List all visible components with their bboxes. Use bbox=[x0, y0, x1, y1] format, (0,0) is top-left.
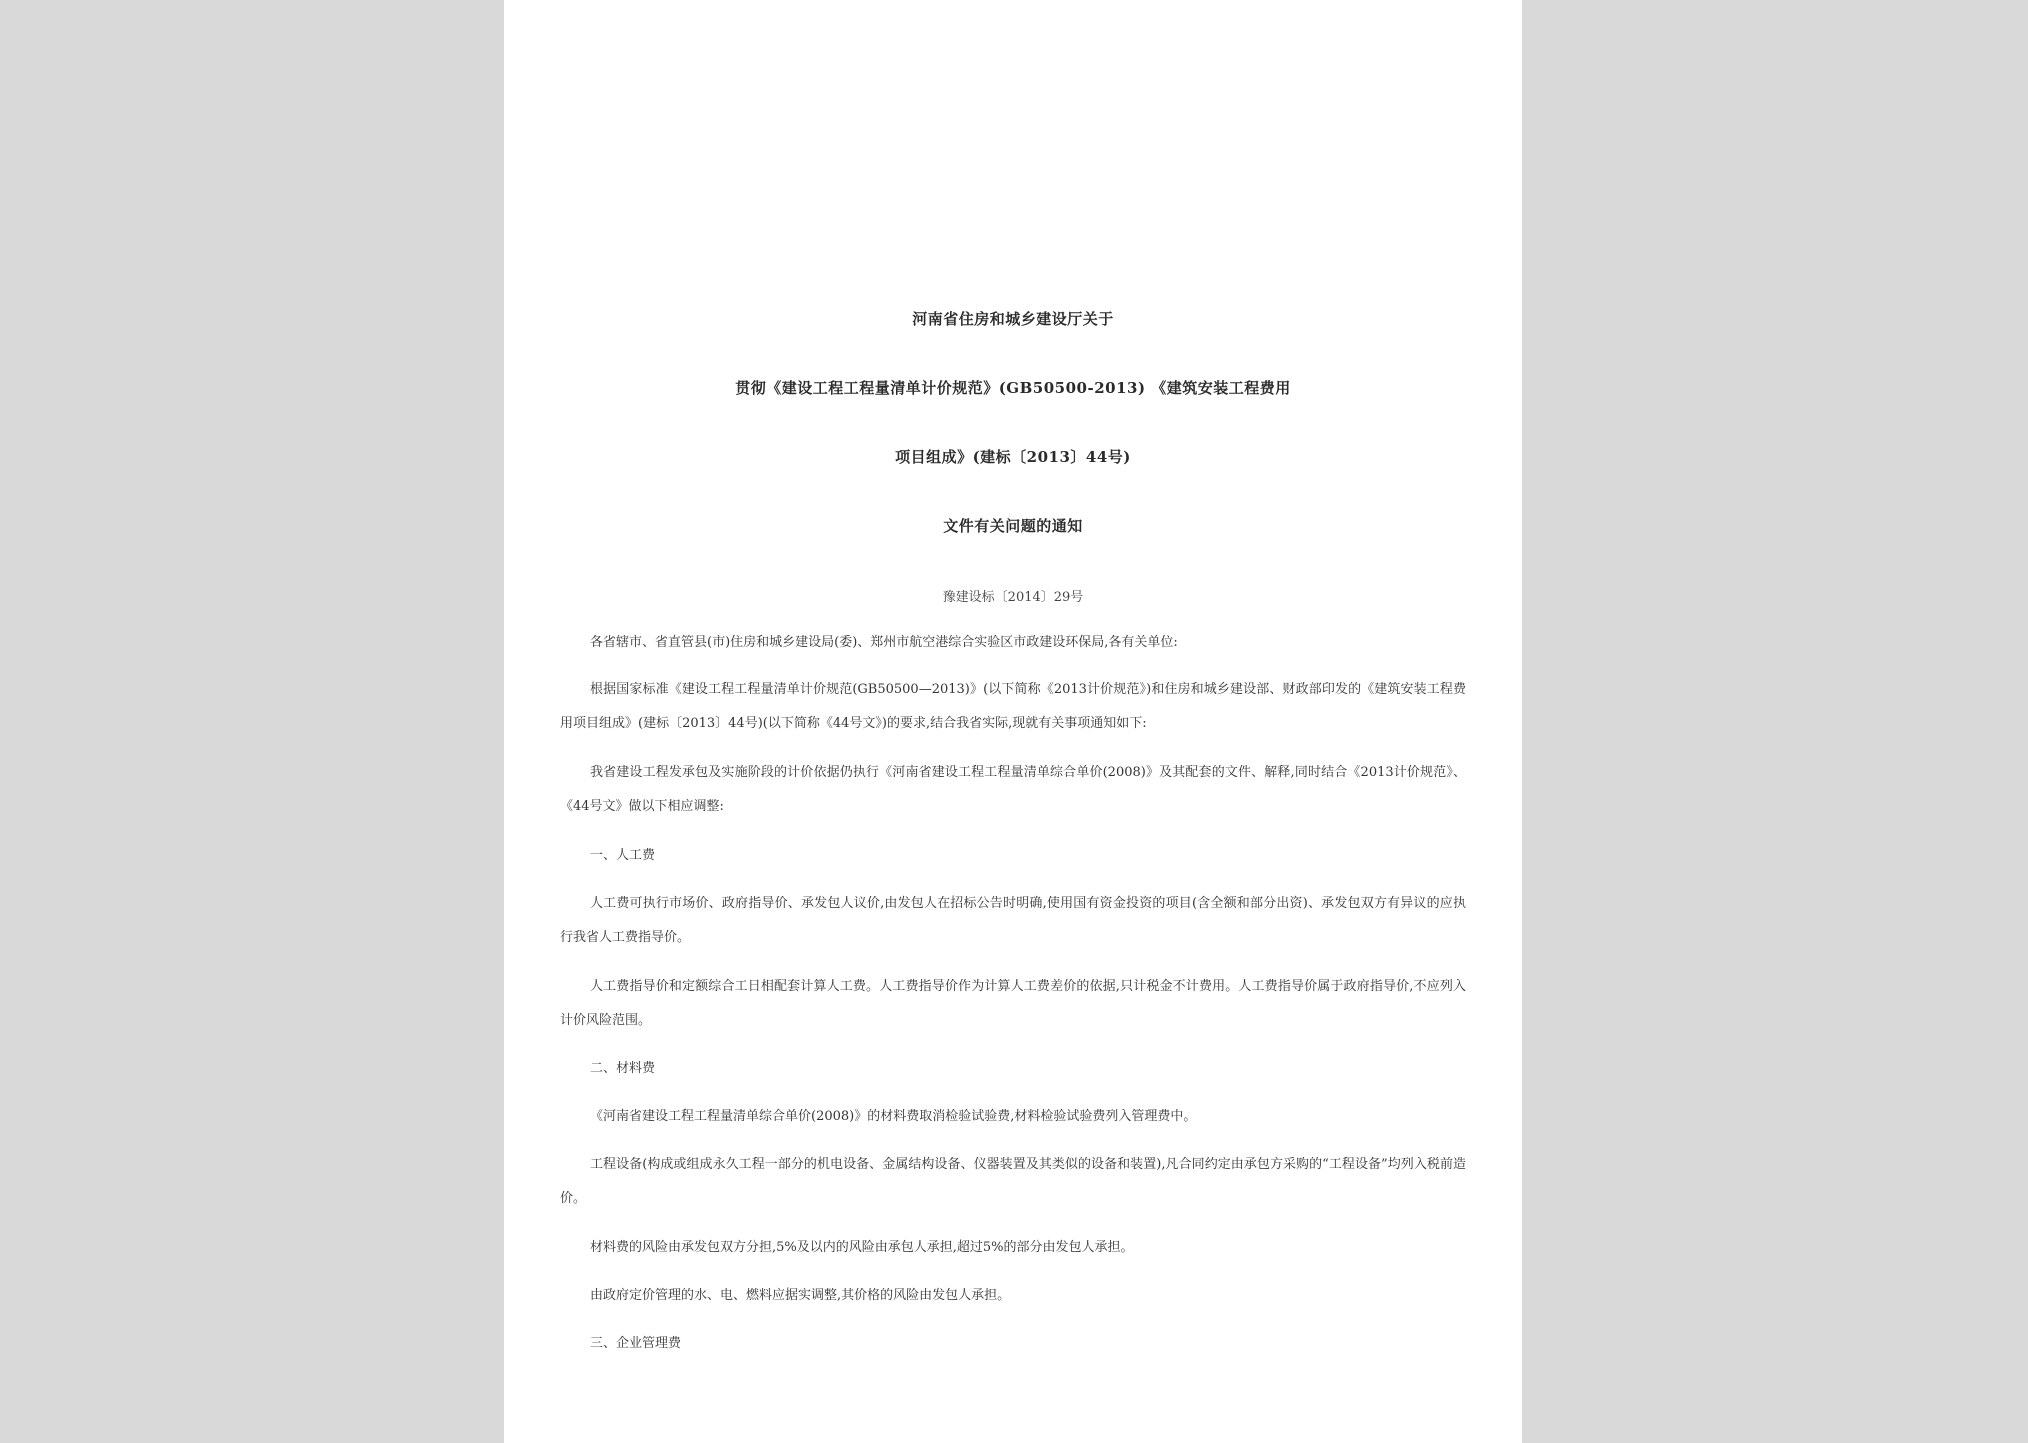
section-2-paragraph-2: 工程设备(构成或组成永久工程一部分的机电设备、金属结构设备、仪器装置及其类似的设备和装置),凡合同约定由承包方采购的“工程设备”均列入税前造价。 bbox=[560, 1157, 1466, 1206]
section-3-heading: 三、企业管理费 bbox=[590, 1336, 682, 1351]
title-line-4: 文件有关问题的通知 bbox=[943, 517, 1083, 535]
intro-paragraph-1: 根据国家标准《建设工程工程量清单计价规范(GB50500—2013)》(以下简称《2013计价规范》)和住房和城乡建设部、财政部印发的《建筑安装工程费用项目组成》(建标〔2013〕44号)(以下简称《44号文》)的要求,结合我省实际,现就有关事项通知如下: bbox=[560, 682, 1466, 731]
intro-paragraph-2: 我省建设工程发承包及实施阶段的计价依据仍执行《河南省建设工程工程量清单综合单价(2008)》及其配套的文件、解释,同时结合《2013计价规范》、《44号文》做以下相应调整: bbox=[560, 765, 1466, 814]
section-2-heading: 二、材料费 bbox=[590, 1061, 656, 1076]
section-1-paragraph-2: 人工费指导价和定额综合工日相配套计算人工费。人工费指导价作为计算人工费差价的依据,只计税金不计费用。人工费指导价属于政府指导价,不应列入计价风险范围。 bbox=[560, 979, 1466, 1028]
title-line-1: 河南省住房和城乡建设厅关于 bbox=[912, 310, 1114, 328]
addressee-paragraph: 各省辖市、省直管县(市)住房和城乡建设局(委)、郑州市航空港综合实验区市政建设环保局,各有关单位: bbox=[590, 635, 1178, 650]
document-number: 豫建设标〔2014〕29号 bbox=[942, 590, 1084, 605]
section-2-paragraph-3: 材料费的风险由承发包双方分担,5%及以内的风险由承包人承担,超过5%的部分由发包人承担。 bbox=[590, 1240, 1134, 1255]
title-line-2: 贯彻《建设工程工程量清单计价规范》(GB50500-2013) 《建筑安装工程费用 bbox=[735, 379, 1291, 397]
title-line-3: 项目组成》(建标〔2013〕44号) bbox=[895, 448, 1131, 466]
section-1-paragraph-1: 人工费可执行市场价、政府指导价、承发包人议价,由发包人在招标公告时明确,使用国有资金投资的项目(含全额和部分出资)、承发包双方有异议的应执行我省人工费指导价。 bbox=[560, 896, 1466, 945]
section-1-heading: 一、人工费 bbox=[590, 848, 656, 863]
document-page bbox=[504, 0, 1522, 1443]
section-2-paragraph-4: 由政府定价管理的水、电、燃料应据实调整,其价格的风险由发包人承担。 bbox=[590, 1288, 1011, 1303]
section-2-paragraph-1: 《河南省建设工程工程量清单综合单价(2008)》的材料费取消检验试验费,材料检验试验费列入管理费中。 bbox=[590, 1109, 1197, 1124]
